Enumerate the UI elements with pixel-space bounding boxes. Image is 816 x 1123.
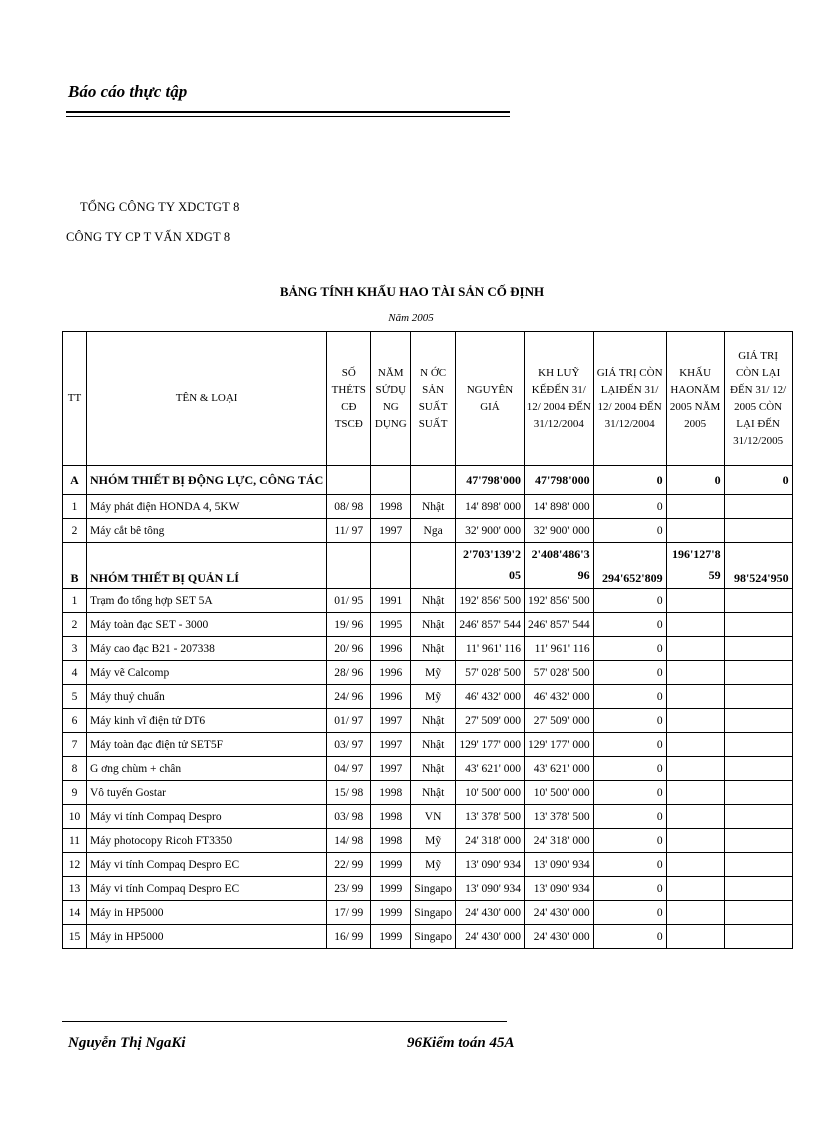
- row-year: 1999: [371, 925, 411, 949]
- row-code: 03/ 98: [327, 805, 371, 829]
- row-remain-2004: 0: [593, 901, 666, 925]
- table-row: [63, 757, 793, 781]
- row-dep-2005: [666, 613, 724, 637]
- row-tt: 10: [63, 805, 87, 829]
- row-name: Máy photocopy Ricoh FT3350: [87, 829, 327, 853]
- row-code: 24/ 96: [327, 685, 371, 709]
- section-tt: A: [63, 466, 87, 495]
- row-tt: 1: [63, 495, 87, 519]
- section-dep-2005: 196'127'859: [666, 543, 724, 589]
- row-code: 08/ 98: [327, 495, 371, 519]
- section-cost: 2'703'139'205: [455, 543, 524, 589]
- row-remain-2005: [724, 853, 792, 877]
- section-code: [327, 466, 371, 495]
- table-row: [63, 613, 793, 637]
- row-origin: Singapo: [411, 877, 456, 901]
- row-remain-2004: 0: [593, 519, 666, 543]
- row-name: Máy toàn đạc SET - 3000: [87, 613, 327, 637]
- row-code: 03/ 97: [327, 733, 371, 757]
- row-year: 1996: [371, 685, 411, 709]
- row-year: 1999: [371, 877, 411, 901]
- row-dep-2005: [666, 925, 724, 949]
- row-dep-2005: [666, 853, 724, 877]
- row-name: G ơng chùm + chân: [87, 757, 327, 781]
- row-origin: Mỹ: [411, 685, 456, 709]
- row-remain-2004: 0: [593, 853, 666, 877]
- row-acc-dep: 13' 090' 934: [524, 853, 593, 877]
- row-dep-2005: [666, 757, 724, 781]
- row-dep-2005: [666, 637, 724, 661]
- row-cost: 46' 432' 000: [455, 685, 524, 709]
- row-remain-2005: [724, 685, 792, 709]
- row-tt: 13: [63, 877, 87, 901]
- table-row: [63, 733, 793, 757]
- row-origin: VN: [411, 805, 456, 829]
- section-name: NHÓM THIẾT BỊ QUẢN LÍ: [87, 543, 327, 589]
- row-acc-dep: 46' 432' 000: [524, 685, 593, 709]
- row-code: 11/ 97: [327, 519, 371, 543]
- header-acc-dep: KH LUỸ KẾĐẾN 31/ 12/ 2004 ĐẾN 31/12/2004: [524, 332, 593, 466]
- parent-organization: TỔNG CÔNG TY XDCTGT 8: [80, 200, 240, 214]
- row-name: Máy vi tính Compaq Despro EC: [87, 877, 327, 901]
- row-code: 20/ 96: [327, 637, 371, 661]
- row-name: Máy in HP5000: [87, 925, 327, 949]
- table-row: [63, 853, 793, 877]
- section-cost: 47'798'000: [455, 466, 524, 495]
- depreciation-table: [62, 331, 793, 949]
- row-name: Máy vi tính Compaq Despro EC: [87, 853, 327, 877]
- row-remain-2004: 0: [593, 781, 666, 805]
- row-acc-dep: 24' 430' 000: [524, 901, 593, 925]
- row-cost: 32' 900' 000: [455, 519, 524, 543]
- row-name: Máy in HP5000: [87, 901, 327, 925]
- row-cost: 24' 430' 000: [455, 901, 524, 925]
- row-origin: Singapo: [411, 925, 456, 949]
- row-tt: 2: [63, 519, 87, 543]
- footer-author: Nguyễn Thị NgaKi: [68, 1035, 186, 1051]
- header-code: SỐ THẺTS CĐ TSCĐ: [327, 332, 371, 466]
- row-cost: 57' 028' 500: [455, 661, 524, 685]
- row-remain-2005: [724, 613, 792, 637]
- row-remain-2005: [724, 661, 792, 685]
- row-dep-2005: [666, 805, 724, 829]
- row-name: Vô tuyến Gostar: [87, 781, 327, 805]
- row-name: Trạm đo tổng hợp SET 5A: [87, 589, 327, 613]
- row-remain-2004: 0: [593, 805, 666, 829]
- row-year: 1997: [371, 519, 411, 543]
- row-name: Máy cắt bê tông: [87, 519, 327, 543]
- row-year: 1998: [371, 495, 411, 519]
- section-acc-dep: 2'408'486'396: [524, 543, 593, 589]
- row-tt: 15: [63, 925, 87, 949]
- table-header-row: [63, 332, 793, 466]
- row-acc-dep: 10' 500' 000: [524, 781, 593, 805]
- row-name: Máy phát điện HONDA 4, 5KW: [87, 495, 327, 519]
- row-acc-dep: 32' 900' 000: [524, 519, 593, 543]
- row-remain-2005: [724, 805, 792, 829]
- row-tt: 3: [63, 637, 87, 661]
- section-remain-2004: 294'652'809: [593, 543, 666, 589]
- row-remain-2004: 0: [593, 877, 666, 901]
- row-year: 1996: [371, 661, 411, 685]
- row-dep-2005: [666, 685, 724, 709]
- section-origin: [411, 466, 456, 495]
- row-dep-2005: [666, 829, 724, 853]
- row-year: 1995: [371, 613, 411, 637]
- row-acc-dep: 192' 856' 500: [524, 589, 593, 613]
- header-divider-thin: [66, 116, 510, 117]
- section-row-b: [63, 543, 793, 589]
- section-remain-2005: 98'524'950: [724, 543, 792, 589]
- row-code: 23/ 99: [327, 877, 371, 901]
- row-cost: 27' 509' 000: [455, 709, 524, 733]
- row-tt: 7: [63, 733, 87, 757]
- row-acc-dep: 24' 430' 000: [524, 925, 593, 949]
- row-tt: 8: [63, 757, 87, 781]
- row-year: 1999: [371, 853, 411, 877]
- row-tt: 6: [63, 709, 87, 733]
- row-remain-2005: [724, 637, 792, 661]
- row-code: 16/ 99: [327, 925, 371, 949]
- row-cost: 246' 857' 544: [455, 613, 524, 637]
- row-name: Máy kinh vĩ điện tử DT6: [87, 709, 327, 733]
- row-name: Máy vi tính Compaq Despro: [87, 805, 327, 829]
- row-remain-2004: 0: [593, 757, 666, 781]
- row-name: Máy toàn đạc điện tử SET5F: [87, 733, 327, 757]
- row-code: 28/ 96: [327, 661, 371, 685]
- row-dep-2005: [666, 781, 724, 805]
- row-year: 1996: [371, 637, 411, 661]
- footer-divider: [62, 1021, 507, 1022]
- section-code: [327, 543, 371, 589]
- row-dep-2005: [666, 661, 724, 685]
- row-cost: 10' 500' 000: [455, 781, 524, 805]
- table-row: [63, 709, 793, 733]
- table-row: [63, 685, 793, 709]
- row-acc-dep: 24' 318' 000: [524, 829, 593, 853]
- row-dep-2005: [666, 519, 724, 543]
- row-acc-dep: 246' 857' 544: [524, 613, 593, 637]
- row-origin: Nhật: [411, 495, 456, 519]
- row-cost: 13' 090' 934: [455, 877, 524, 901]
- table-row: [63, 925, 793, 949]
- table-row: [63, 661, 793, 685]
- row-code: 15/ 98: [327, 781, 371, 805]
- section-name: NHÓM THIẾT BỊ ĐỘNG LỰC, CÔNG TÁC: [87, 466, 327, 495]
- row-dep-2005: [666, 733, 724, 757]
- header-name: TÊN & LOẠI: [87, 332, 327, 466]
- row-remain-2005: [724, 877, 792, 901]
- row-origin: Nhật: [411, 709, 456, 733]
- section-acc-dep: 47'798'000: [524, 466, 593, 495]
- header-year-use: NĂM SỬDỤ NG DỤNG: [371, 332, 411, 466]
- row-cost: 14' 898' 000: [455, 495, 524, 519]
- row-name: Máy vẽ Calcomp: [87, 661, 327, 685]
- row-cost: 13' 090' 934: [455, 853, 524, 877]
- row-dep-2005: [666, 495, 724, 519]
- row-cost: 192' 856' 500: [455, 589, 524, 613]
- row-cost: 11' 961' 116: [455, 637, 524, 661]
- row-name: Máy thuỷ chuẩn: [87, 685, 327, 709]
- row-code: 22/ 99: [327, 853, 371, 877]
- row-year: 1997: [371, 709, 411, 733]
- row-origin: Nhật: [411, 733, 456, 757]
- table-row: [63, 829, 793, 853]
- row-remain-2005: [724, 709, 792, 733]
- row-cost: 24' 318' 000: [455, 829, 524, 853]
- row-tt: 9: [63, 781, 87, 805]
- row-remain-2005: [724, 519, 792, 543]
- table-row: [63, 589, 793, 613]
- row-remain-2004: 0: [593, 589, 666, 613]
- row-remain-2004: 0: [593, 495, 666, 519]
- header-dep-2005: KHẤU HAONĂM 2005 NĂM 2005: [666, 332, 724, 466]
- row-year: 1991: [371, 589, 411, 613]
- report-header-title: Báo cáo thực tập: [68, 82, 188, 101]
- row-remain-2005: [724, 925, 792, 949]
- row-code: 14/ 98: [327, 829, 371, 853]
- row-origin: Mỹ: [411, 853, 456, 877]
- row-tt: 4: [63, 661, 87, 685]
- row-tt: 5: [63, 685, 87, 709]
- row-dep-2005: [666, 589, 724, 613]
- row-remain-2005: [724, 757, 792, 781]
- table-row: [63, 637, 793, 661]
- header-remain-2005: GIÁ TRỊ CÒN LẠI ĐẾN 31/ 12/ 2005 CÒN LẠI ĐẾN 31/12/2005: [724, 332, 792, 466]
- row-acc-dep: 43' 621' 000: [524, 757, 593, 781]
- row-remain-2004: 0: [593, 829, 666, 853]
- header-divider: [66, 111, 510, 113]
- row-acc-dep: 57' 028' 500: [524, 661, 593, 685]
- row-origin: Nga: [411, 519, 456, 543]
- row-cost: 129' 177' 000: [455, 733, 524, 757]
- row-origin: Mỹ: [411, 661, 456, 685]
- row-code: 01/ 95: [327, 589, 371, 613]
- row-tt: 1: [63, 589, 87, 613]
- row-origin: Nhật: [411, 757, 456, 781]
- row-acc-dep: 27' 509' 000: [524, 709, 593, 733]
- row-year: 1998: [371, 781, 411, 805]
- row-remain-2004: 0: [593, 613, 666, 637]
- section-year: [371, 466, 411, 495]
- document-title: BẢNG TÍNH KHẤU HAO TÀI SẢN CỐ ĐỊNH: [279, 284, 545, 299]
- footer-page-class: 96Kiểm toán 45A: [407, 1035, 515, 1051]
- row-origin: Mỹ: [411, 829, 456, 853]
- row-acc-dep: 13' 378' 500: [524, 805, 593, 829]
- section-tt: B: [63, 543, 87, 589]
- row-acc-dep: 129' 177' 000: [524, 733, 593, 757]
- row-remain-2004: 0: [593, 709, 666, 733]
- header-cost: NGUYÊN GIÁ: [455, 332, 524, 466]
- row-tt: 11: [63, 829, 87, 853]
- row-dep-2005: [666, 901, 724, 925]
- row-year: 1998: [371, 829, 411, 853]
- row-origin: Nhật: [411, 637, 456, 661]
- header-origin: N ỚC SẢN SUẤT SUẤT: [411, 332, 456, 466]
- row-year: 1998: [371, 805, 411, 829]
- row-remain-2005: [724, 589, 792, 613]
- row-origin: Nhật: [411, 781, 456, 805]
- section-remain-2004: 0: [593, 466, 666, 495]
- row-code: 19/ 96: [327, 613, 371, 637]
- row-tt: 14: [63, 901, 87, 925]
- table-row: [63, 805, 793, 829]
- row-tt: 2: [63, 613, 87, 637]
- row-year: 1999: [371, 901, 411, 925]
- row-tt: 12: [63, 853, 87, 877]
- row-code: 17/ 99: [327, 901, 371, 925]
- row-origin: Nhật: [411, 589, 456, 613]
- row-remain-2005: [724, 829, 792, 853]
- row-remain-2005: [724, 495, 792, 519]
- row-acc-dep: 13' 090' 934: [524, 877, 593, 901]
- header-remain-2004: GIÁ TRỊ CÒN LẠIĐẾN 31/ 12/ 2004 ĐẾN 31/12/2004: [593, 332, 666, 466]
- row-name: Máy cao đạc B21 - 207338: [87, 637, 327, 661]
- row-dep-2005: [666, 877, 724, 901]
- section-dep-2005: 0: [666, 466, 724, 495]
- table-row: [63, 877, 793, 901]
- row-remain-2005: [724, 733, 792, 757]
- document-year: Năm 2005: [388, 312, 434, 324]
- section-remain-2005: 0: [724, 466, 792, 495]
- section-year: [371, 543, 411, 589]
- row-remain-2004: 0: [593, 733, 666, 757]
- row-origin: Singapo: [411, 901, 456, 925]
- row-remain-2004: 0: [593, 925, 666, 949]
- header-tt: TT: [63, 332, 87, 466]
- row-dep-2005: [666, 709, 724, 733]
- row-year: 1997: [371, 733, 411, 757]
- row-remain-2005: [724, 781, 792, 805]
- row-remain-2005: [724, 901, 792, 925]
- row-acc-dep: 14' 898' 000: [524, 495, 593, 519]
- row-code: 04/ 97: [327, 757, 371, 781]
- row-cost: 24' 430' 000: [455, 925, 524, 949]
- row-remain-2004: 0: [593, 661, 666, 685]
- row-origin: Nhật: [411, 613, 456, 637]
- company-name: CÔNG TY CP T VẤN XDGT 8: [66, 230, 231, 244]
- row-cost: 13' 378' 500: [455, 805, 524, 829]
- row-year: 1997: [371, 757, 411, 781]
- row-code: 01/ 97: [327, 709, 371, 733]
- row-remain-2004: 0: [593, 637, 666, 661]
- table-row: [63, 781, 793, 805]
- table-row: [63, 901, 793, 925]
- row-cost: 43' 621' 000: [455, 757, 524, 781]
- section-origin: [411, 543, 456, 589]
- table-row: [63, 495, 793, 519]
- section-row-a: [63, 466, 793, 495]
- row-acc-dep: 11' 961' 116: [524, 637, 593, 661]
- row-remain-2004: 0: [593, 685, 666, 709]
- table-row: [63, 519, 793, 543]
